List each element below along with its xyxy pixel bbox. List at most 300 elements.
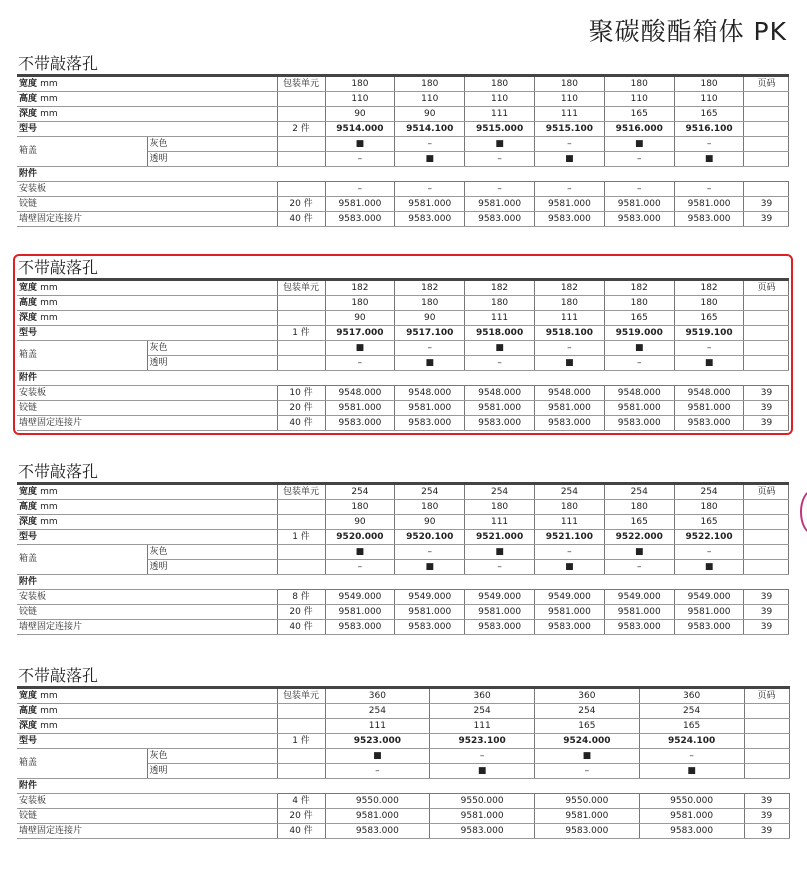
page-cell: 39 (744, 809, 789, 824)
pack-cell (277, 704, 325, 719)
accessory-part-number: 9583.000 (674, 620, 744, 635)
row-label-model (17, 122, 277, 137)
page-header: 页码 (744, 484, 789, 500)
cover-marker: ■ (395, 560, 465, 575)
page-cell (744, 92, 789, 107)
cover-color-label: 灰色 (147, 341, 277, 356)
page-cell (744, 326, 789, 341)
dim-value: 90 (395, 311, 465, 326)
accessory-part-number: 9581.000 (604, 401, 674, 416)
row-label-text: 宽度 (19, 690, 38, 701)
page-header: 页码 (744, 76, 789, 92)
cover-marker: – (465, 152, 535, 167)
dim-value: 110 (604, 92, 674, 107)
pack-cell: 8 件 (277, 590, 325, 605)
model-number: 9517.100 (395, 326, 465, 341)
table-row (17, 212, 789, 227)
accessory-part-number: 9583.000 (395, 416, 465, 431)
page-cell (744, 764, 789, 779)
page-cell (744, 734, 789, 749)
row-label-model (17, 326, 277, 341)
page-cell (744, 356, 789, 371)
dim-value: 111 (465, 107, 535, 122)
model-number: 9521.000 (465, 530, 535, 545)
page-cell: 39 (744, 824, 789, 839)
cover-marker: ■ (674, 356, 744, 371)
model-number: 9516.000 (604, 122, 674, 137)
cover-marker: ■ (465, 545, 535, 560)
dim-value: 180 (465, 296, 535, 311)
pack-cell: 20 件 (277, 809, 325, 824)
dim-value: 360 (430, 688, 535, 704)
accessory-part-number: 9581.000 (604, 605, 674, 620)
dim-value: 110 (674, 92, 744, 107)
table-row (17, 704, 789, 719)
row-label-text: 型号 (19, 531, 38, 542)
pack-cell: 40 件 (277, 212, 325, 227)
accessory-label: 墙壁固定连接片 (17, 824, 277, 839)
model-number: 9520.100 (395, 530, 465, 545)
model-number: 9515.100 (535, 122, 605, 137)
pack-cell: 1 件 (277, 530, 325, 545)
dim-value: 180 (465, 500, 535, 515)
spec-table (17, 686, 790, 839)
table-row (17, 688, 789, 704)
dim-value: 254 (535, 484, 605, 500)
dim-value: 111 (465, 311, 535, 326)
page-cell: 39 (744, 401, 789, 416)
accessory-part-number: 9581.000 (674, 605, 744, 620)
cover-marker: – (674, 341, 744, 356)
accessory-label: 安装板 (17, 590, 277, 605)
cover-marker: – (325, 560, 395, 575)
cover-marker: – (604, 560, 674, 575)
table-row (17, 530, 789, 545)
dim-value: 180 (674, 500, 744, 515)
dim-value: 254 (674, 484, 744, 500)
dim-value: 111 (535, 107, 605, 122)
accessory-part-number: 9548.000 (604, 386, 674, 401)
pack-cell: 40 件 (277, 416, 325, 431)
dim-value: 182 (325, 280, 395, 296)
dim-value: 165 (604, 311, 674, 326)
accessory-part-number: 9581.000 (395, 197, 465, 212)
table-row (17, 197, 789, 212)
pack-cell: 40 件 (277, 824, 325, 839)
dim-value: 111 (535, 311, 605, 326)
table-row (17, 590, 789, 605)
row-label-text: 型号 (19, 123, 38, 134)
dim-value: 90 (325, 515, 395, 530)
row-label-text: 型号 (19, 735, 38, 746)
unit-label: mm (40, 297, 58, 308)
cover-marker: ■ (325, 749, 430, 764)
table-row (17, 182, 789, 197)
dim-value: 180 (395, 76, 465, 92)
page-cell (744, 560, 789, 575)
dim-value: 180 (325, 500, 395, 515)
table-row (17, 719, 789, 734)
dim-value: 111 (535, 515, 605, 530)
unit-label: mm (40, 516, 58, 527)
accessory-part-number: 9550.000 (430, 794, 535, 809)
dim-value: 90 (325, 107, 395, 122)
dim-value: 254 (639, 704, 744, 719)
cover-marker: ■ (395, 356, 465, 371)
pack-cell (277, 764, 325, 779)
row-label-text: 高度 (19, 501, 38, 512)
dim-value: 165 (674, 311, 744, 326)
accessory-part-number: 9583.000 (639, 824, 744, 839)
accessory-part-number: 9583.000 (674, 212, 744, 227)
unit-label: mm (40, 108, 58, 119)
accessory-part-number: 9583.000 (604, 212, 674, 227)
accessory-part-number: 9583.000 (325, 824, 430, 839)
dim-value: 90 (395, 515, 465, 530)
dim-value: 180 (325, 76, 395, 92)
unit-label: mm (40, 282, 58, 293)
dim-value: 360 (535, 688, 640, 704)
accessory-part-number: 9581.000 (535, 197, 605, 212)
accessory-part-number: 9548.000 (325, 386, 395, 401)
row-label-depth (17, 719, 277, 734)
cover-marker: ■ (325, 137, 395, 152)
pack-cell (277, 296, 325, 311)
accessories-header: 附件 (17, 575, 277, 590)
row-label-cover: 箱盖 (17, 341, 147, 371)
pack-cell (277, 515, 325, 530)
table-row (17, 809, 789, 824)
pack-cell (277, 560, 325, 575)
cover-marker: ■ (535, 152, 605, 167)
row-label-text: 深度 (19, 720, 38, 731)
table-row (17, 280, 789, 296)
cover-marker: – (395, 545, 465, 560)
accessory-part-number: 9583.000 (395, 212, 465, 227)
table-row (17, 137, 789, 152)
pack-cell (277, 182, 325, 197)
accessory-part-number: – (395, 182, 465, 197)
model-number: 9514.100 (395, 122, 465, 137)
accessory-label: 墙壁固定连接片 (17, 416, 277, 431)
page-cell (744, 719, 789, 734)
accessory-part-number: 9581.000 (430, 809, 535, 824)
row-label-cover: 箱盖 (17, 545, 147, 575)
dim-value: 254 (325, 704, 430, 719)
accessory-label: 铰链 (17, 809, 277, 824)
dim-value: 111 (430, 719, 535, 734)
row-label-depth (17, 515, 277, 530)
table-row (17, 167, 789, 182)
section-title: 不带敲落孔 (18, 54, 99, 73)
model-number: 9519.000 (604, 326, 674, 341)
dim-value: 180 (535, 500, 605, 515)
row-label-depth (17, 107, 277, 122)
row-label-width (17, 76, 277, 92)
dim-value: 180 (465, 76, 535, 92)
row-label-height (17, 500, 277, 515)
pack-cell (277, 311, 325, 326)
unit-label: mm (40, 312, 58, 323)
model-number: 9515.000 (465, 122, 535, 137)
section-title: 不带敲落孔 (18, 462, 99, 481)
unit-label: mm (40, 486, 58, 497)
accessory-label: 安装板 (17, 386, 277, 401)
accessory-part-number: 9583.000 (535, 212, 605, 227)
row-label-text: 深度 (19, 108, 38, 119)
spec-table (17, 74, 789, 227)
accessory-part-number: 9581.000 (465, 401, 535, 416)
table-row (17, 311, 789, 326)
dim-value: 254 (465, 484, 535, 500)
accessories-header: 附件 (17, 167, 277, 182)
cover-marker: – (395, 137, 465, 152)
model-number: 9523.100 (430, 734, 535, 749)
unit-label: mm (40, 501, 58, 512)
model-number: 9523.000 (325, 734, 430, 749)
pack-cell: 1 件 (277, 326, 325, 341)
row-label-cover: 箱盖 (17, 137, 147, 167)
cover-marker: – (325, 356, 395, 371)
accessory-part-number: 9583.000 (465, 212, 535, 227)
dim-value: 180 (604, 76, 674, 92)
accessory-part-number: 9548.000 (674, 386, 744, 401)
cover-marker: – (674, 137, 744, 152)
pack-cell: 10 件 (277, 386, 325, 401)
accessory-part-number: 9583.000 (430, 824, 535, 839)
dim-value: 165 (639, 719, 744, 734)
table-row (17, 779, 789, 794)
accessory-part-number: 9581.000 (325, 605, 395, 620)
accessory-part-number: – (674, 182, 744, 197)
accessory-label: 铰链 (17, 605, 277, 620)
page-cell: 39 (744, 620, 789, 635)
row-label-depth (17, 311, 277, 326)
pack-cell (277, 137, 325, 152)
dim-value: 110 (395, 92, 465, 107)
unit-label: mm (40, 720, 58, 731)
accessory-part-number: 9549.000 (604, 590, 674, 605)
accessory-part-number: 9550.000 (535, 794, 640, 809)
accessory-part-number: 9581.000 (395, 605, 465, 620)
cover-marker: ■ (639, 764, 744, 779)
accessory-part-number: – (604, 182, 674, 197)
row-label-text: 宽度 (19, 486, 38, 497)
dim-value: 254 (535, 704, 640, 719)
row-label-width (17, 484, 277, 500)
page-cell: 39 (744, 197, 789, 212)
accessory-part-number: 9548.000 (465, 386, 535, 401)
accessory-part-number: 9581.000 (325, 401, 395, 416)
table-row (17, 794, 789, 809)
accessory-label: 安装板 (17, 794, 277, 809)
pack-cell: 2 件 (277, 122, 325, 137)
table-row (17, 371, 789, 386)
cover-marker: – (604, 152, 674, 167)
cover-marker: ■ (674, 560, 744, 575)
section-title: 不带敲落孔 (18, 666, 99, 685)
dim-value: 254 (430, 704, 535, 719)
cover-color-label: 透明 (147, 356, 277, 371)
page-cell (744, 704, 789, 719)
accessory-part-number: 9583.000 (465, 620, 535, 635)
accessory-part-number: 9583.000 (535, 824, 640, 839)
table-row (17, 749, 789, 764)
cover-marker: ■ (604, 545, 674, 560)
cover-marker: ■ (465, 137, 535, 152)
dim-value: 111 (465, 515, 535, 530)
dim-value: 110 (535, 92, 605, 107)
accessory-part-number: 9581.000 (325, 809, 430, 824)
dim-value: 180 (604, 500, 674, 515)
accessory-part-number: 9548.000 (395, 386, 465, 401)
accessory-part-number: 9581.000 (465, 605, 535, 620)
dim-value: 110 (465, 92, 535, 107)
dim-value: 180 (325, 296, 395, 311)
dim-value: 180 (604, 296, 674, 311)
page-cell: 39 (744, 416, 789, 431)
pack-cell: 40 件 (277, 620, 325, 635)
pack-cell: 20 件 (277, 197, 325, 212)
accessory-part-number: 9581.000 (535, 401, 605, 416)
page-cell (744, 530, 789, 545)
pack-unit-header: 包装单元 (277, 688, 325, 704)
cover-marker: – (535, 341, 605, 356)
accessory-part-number: 9550.000 (325, 794, 430, 809)
cover-marker: – (604, 356, 674, 371)
cover-marker: ■ (604, 137, 674, 152)
dim-value: 165 (674, 515, 744, 530)
table-row (17, 416, 789, 431)
cover-color-label: 透明 (147, 560, 277, 575)
pack-cell: 4 件 (277, 794, 325, 809)
cover-color-label: 灰色 (147, 137, 277, 152)
cover-marker: – (395, 341, 465, 356)
unit-label: mm (40, 93, 58, 104)
page-cell (744, 107, 789, 122)
page-cell (744, 341, 789, 356)
cover-marker: ■ (674, 152, 744, 167)
accessory-part-number: 9583.000 (604, 416, 674, 431)
page-cell: 39 (744, 386, 789, 401)
pack-cell (277, 719, 325, 734)
blank-cell (277, 575, 789, 590)
blank-cell (277, 371, 789, 386)
row-label-height (17, 704, 277, 719)
accessory-part-number: – (325, 182, 395, 197)
dim-value: 182 (535, 280, 605, 296)
accessories-header: 附件 (17, 371, 277, 386)
dim-value: 180 (395, 296, 465, 311)
accessory-part-number: 9581.000 (674, 197, 744, 212)
cover-color-label: 透明 (147, 764, 277, 779)
pack-cell (277, 545, 325, 560)
table-row (17, 500, 789, 515)
dim-value: 165 (604, 515, 674, 530)
spec-section-4 (17, 666, 789, 839)
accessory-label: 墙壁固定连接片 (17, 620, 277, 635)
cover-marker: – (325, 764, 430, 779)
accessory-part-number: 9583.000 (535, 620, 605, 635)
cover-marker: – (535, 764, 640, 779)
cover-color-label: 灰色 (147, 749, 277, 764)
accessory-part-number: – (535, 182, 605, 197)
row-label-width (17, 280, 277, 296)
model-number: 9521.100 (535, 530, 605, 545)
pack-cell: 20 件 (277, 401, 325, 416)
accessory-part-number: 9583.000 (604, 620, 674, 635)
dim-value: 182 (604, 280, 674, 296)
dim-value: 180 (674, 296, 744, 311)
row-label-text: 高度 (19, 93, 38, 104)
page-cell: 39 (744, 590, 789, 605)
dim-value: 180 (395, 500, 465, 515)
pack-cell (277, 341, 325, 356)
model-number: 9517.000 (325, 326, 395, 341)
model-number: 9516.100 (674, 122, 744, 137)
model-number: 9524.100 (639, 734, 744, 749)
row-label-cover: 箱盖 (17, 749, 147, 779)
accessory-part-number: 9549.000 (465, 590, 535, 605)
cover-marker: – (430, 749, 535, 764)
table-row (17, 515, 789, 530)
page-cell (744, 296, 789, 311)
blank-cell (277, 779, 789, 794)
table-row (17, 326, 789, 341)
model-number: 9519.100 (674, 326, 744, 341)
table-row (17, 76, 789, 92)
dim-value: 180 (535, 296, 605, 311)
cover-marker: ■ (395, 152, 465, 167)
table-row (17, 122, 789, 137)
accessory-part-number: 9583.000 (325, 416, 395, 431)
pack-unit-header: 包装单元 (277, 484, 325, 500)
cover-marker: – (535, 545, 605, 560)
pack-cell (277, 356, 325, 371)
accessory-part-number: 9583.000 (674, 416, 744, 431)
pack-cell (277, 500, 325, 515)
row-label-width (17, 688, 277, 704)
unit-label: mm (40, 78, 58, 89)
table-row (17, 620, 789, 635)
pack-cell (277, 92, 325, 107)
cover-marker: ■ (325, 545, 395, 560)
dim-value: 165 (535, 719, 640, 734)
cover-marker: ■ (465, 341, 535, 356)
cover-marker: ■ (535, 749, 640, 764)
table-row (17, 386, 789, 401)
page-cell (744, 515, 789, 530)
table-row (17, 575, 789, 590)
table-row (17, 401, 789, 416)
dim-value: 110 (325, 92, 395, 107)
pack-cell: 1 件 (277, 734, 325, 749)
accessory-label: 铰链 (17, 401, 277, 416)
row-label-text: 深度 (19, 312, 38, 323)
section-title: 不带敲落孔 (18, 258, 99, 277)
pack-cell (277, 107, 325, 122)
spec-section-1 (17, 54, 789, 227)
page-title: 聚碳酸酯箱体 PK (588, 17, 787, 46)
row-label-text: 宽度 (19, 78, 38, 89)
row-label-text: 深度 (19, 516, 38, 527)
page-cell: 39 (744, 794, 789, 809)
table-row (17, 484, 789, 500)
blank-cell (277, 167, 789, 182)
spec-table (17, 482, 789, 635)
dim-value: 182 (674, 280, 744, 296)
pack-cell (277, 749, 325, 764)
